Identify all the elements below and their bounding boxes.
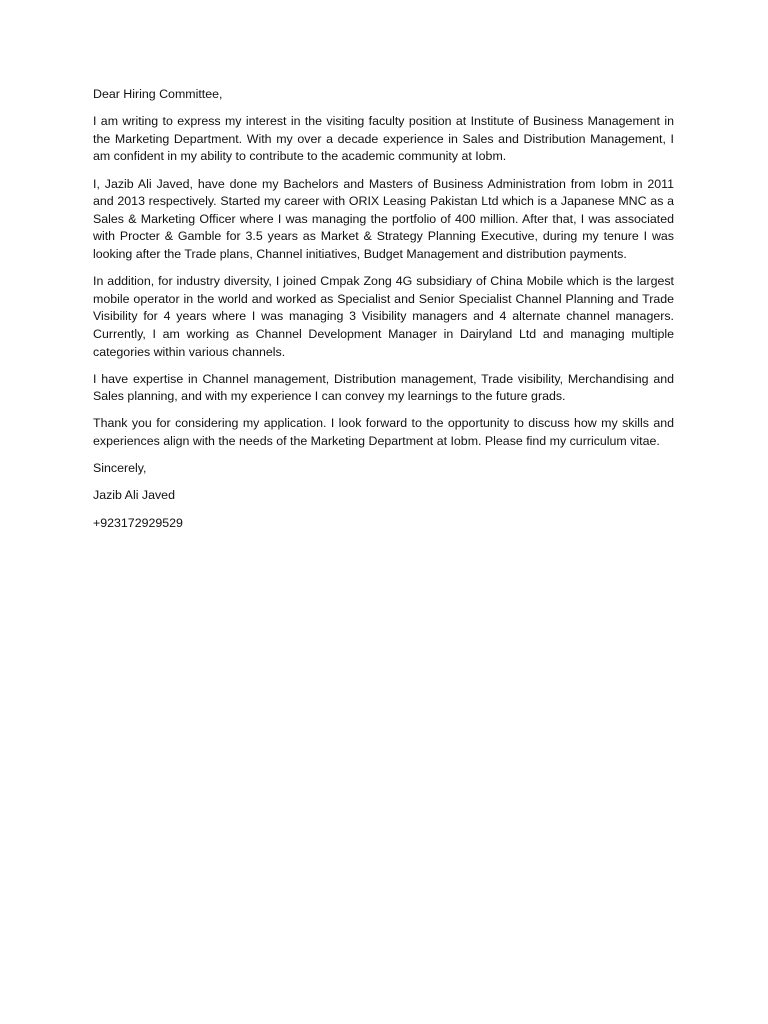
signature-name: Jazib Ali Javed — [93, 488, 175, 503]
closing: Sincerely, — [93, 461, 147, 476]
cover-letter — [93, 86, 674, 542]
paragraph-intro: I am writing to express my interest in the visiting faculty position at Institute of Business Management in the Marketing Department. With my over a decade experience in Sales and Distribution Management, I am confident in my ability to contribute to the academic community at Iobm. — [93, 114, 674, 164]
paragraph-industry-experience: In addition, for industry diversity, I joined Cmpak Zong 4G subsidiary of China Mobile which is the largest mobile operator in the world and worked as Specialist and Senior Specialist Channel Planning and Trade Visibility for 4 years where I was managing 3 Visibility managers and 4 alternate channel managers. Currently, I am working as Channel Development Manager in Dairyland Ltd and managing multiple categories within various channels. — [93, 274, 674, 359]
paragraph-thanks: Thank you for considering my application. I look forward to the opportunity to discuss how my skills and experiences align with the needs of the Marketing Department at Iobm. Please find my curriculum vitae. — [93, 416, 674, 449]
paragraph-expertise: I have expertise in Channel management, Distribution management, Trade visibility, Merchandising and Sales planning, and with my experience I can convey my learnings to the future grads. — [93, 371, 674, 404]
paragraph-education-career: I, Jazib Ali Javed, have done my Bachelors and Masters of Business Administration from Iobm in 2011 and 2013 respectively. Started my career with ORIX Leasing Pakistan Ltd which is a Japanese MNC as a Sales & Marketing Officer where I was managing the portfolio of 400 million. After that, I was associated with Procter & Gamble for 3.5 years as Market & Strategy Planning Executive, during my tenure I was looking after the Trade plans, Channel initiatives, Budget Management and distribution payments. — [93, 176, 674, 261]
phone-number: +923172929529 — [93, 515, 183, 530]
salutation: Dear Hiring Committee, — [93, 87, 223, 101]
